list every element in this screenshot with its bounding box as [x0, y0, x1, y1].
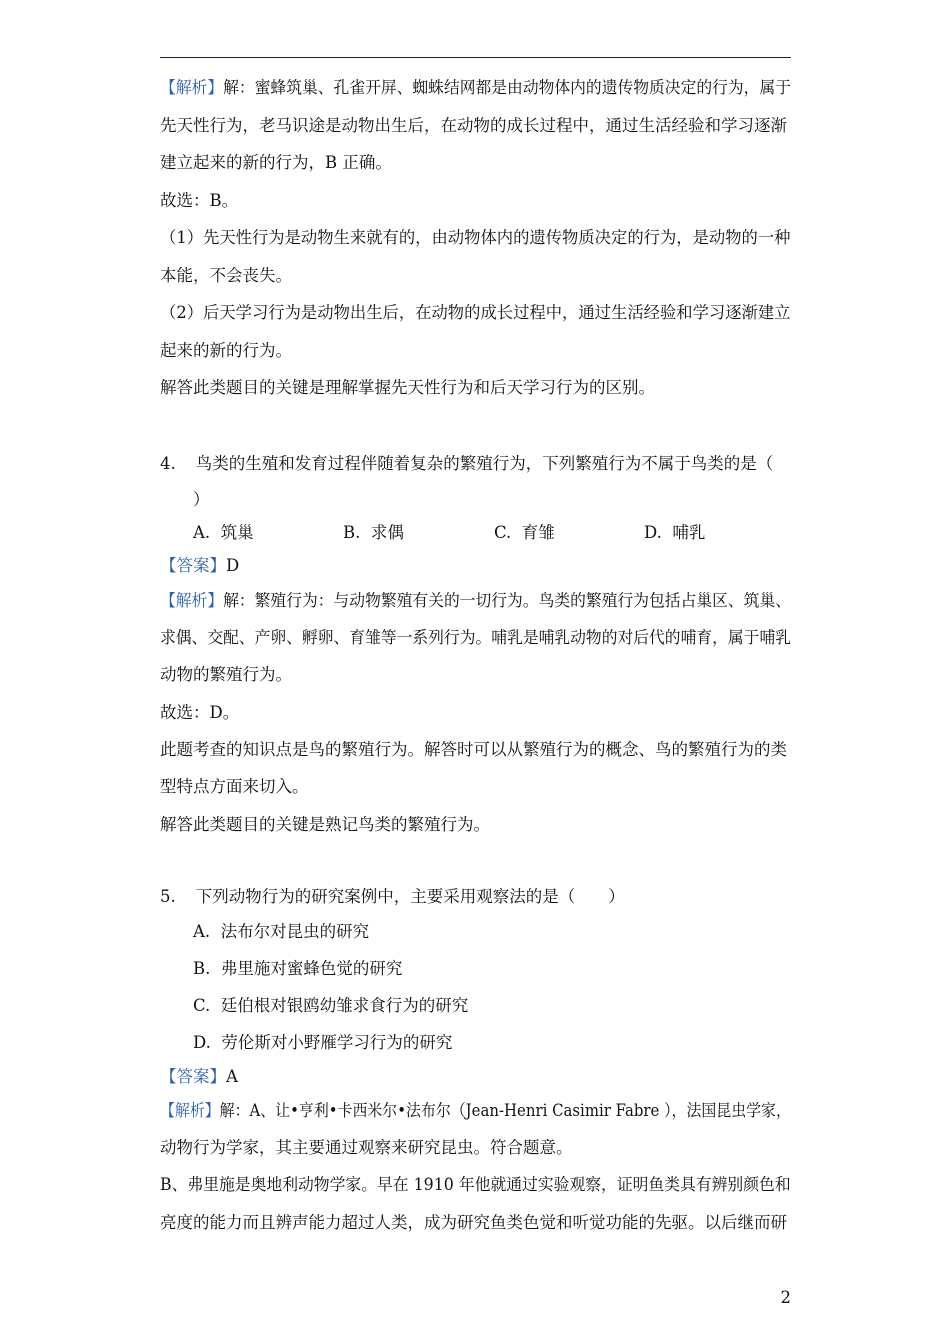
question-4-stem-cont: ）: [193, 490, 210, 509]
analysis-tag: 【解析】: [160, 1101, 220, 1120]
note-line: 起来的新的行为。: [160, 341, 292, 360]
question-4-stem: 4. 鸟类的生殖和发育过程伴随着复杂的繁殖行为，下列繁殖行为不属于鸟类的是（: [160, 454, 774, 473]
note-line: （1）先天性行为是动物生来就有的，由动物体内的遗传物质决定的行为，是动物的一种: [160, 228, 791, 247]
question-number: 4.: [160, 454, 176, 473]
key-point-line: 解答此类题目的关键是熟记鸟类的繁殖行为。: [160, 815, 490, 834]
option-d: D. 劳伦斯对小野雁学习行为的研究: [193, 1033, 453, 1052]
analysis-line: 动物的繁殖行为。: [160, 665, 292, 684]
analysis-line: 求偶、交配、产卵、孵卵、育雏等一系列行为。哺乳是哺乳动物的对后代的哺育，属于哺乳: [160, 628, 791, 647]
option-b: B. 求偶: [343, 523, 404, 542]
question-number: 5.: [160, 887, 176, 906]
note-line: 此题考查的知识点是鸟的繁殖行为。解答时可以从繁殖行为的概念、鸟的繁殖行为的类: [160, 740, 787, 759]
note-line: （2）后天学习行为是动物出生后，在动物的成长过程中，通过生活经验和学习逐渐建立: [160, 303, 791, 322]
analysis-line: 【解析】解：A、让•亨利•卡西米尔•法布尔（Jean-Henri Casimir Fabre ），法国昆虫学家，: [160, 1101, 791, 1120]
option-d: D. 哺乳: [644, 523, 706, 542]
analysis-line: 先天性行为，老马识途是动物出生后，在动物的成长过程中，通过生活经验和学习逐渐: [160, 116, 787, 135]
option-a: A. 法布尔对昆虫的研究: [193, 922, 370, 941]
answer-tag: 【答案】: [160, 556, 226, 575]
key-point-line: 解答此类题目的关键是理解掌握先天性行为和后天学习行为的区别。: [160, 378, 655, 397]
header-rule: [160, 57, 791, 58]
analysis-line: 动物行为学家，其主要通过观察来研究昆虫。符合题意。: [160, 1138, 573, 1157]
note-line: 型特点方面来切入。: [160, 777, 309, 796]
conclusion-line: 故选：D。: [160, 703, 240, 722]
analysis-line: B、弗里施是奥地利动物学家。早在 1910 年他就通过实验观察，证明鱼类具有辨别颜色和: [160, 1175, 791, 1194]
analysis-line: 【解析】解：繁殖行为：与动物繁殖有关的一切行为。鸟类的繁殖行为包括占巢区、筑巢、: [160, 591, 792, 610]
conclusion-line: 故选：B。: [160, 191, 239, 210]
answer-value: D: [226, 556, 240, 575]
question-5-stem: 5. 下列动物行为的研究案例中，主要采用观察法的是（ ）: [160, 887, 625, 906]
answer-line: [160, 555, 239, 577]
answer-line: [160, 1066, 238, 1088]
analysis-tag: 【解析】: [160, 78, 224, 97]
option-c: C. 廷伯根对银鸥幼雏求食行为的研究: [193, 996, 469, 1015]
analysis-line: 建立起来的新的行为，B 正确。: [160, 153, 392, 172]
note-line: 本能，不会丧失。: [160, 266, 292, 285]
analysis-tag: 【解析】: [160, 591, 224, 610]
answer-value: A: [226, 1067, 238, 1086]
page-number: 2: [780, 1288, 791, 1307]
option-a: A. 筑巢: [193, 523, 254, 542]
analysis-line: 亮度的能力而且辨声能力超过人类，成为研究鱼类色觉和听觉功能的先驱。以后继而研: [160, 1213, 787, 1232]
option-b: B. 弗里施对蜜蜂色觉的研究: [193, 959, 403, 978]
option-c: C. 育雏: [494, 523, 555, 542]
answer-tag: 【答案】: [160, 1067, 226, 1086]
analysis-line: 【解析】解：蜜蜂筑巢、孔雀开屏、蜘蛛结网都是由动物体内的遗传物质决定的行为，属于: [160, 78, 792, 97]
